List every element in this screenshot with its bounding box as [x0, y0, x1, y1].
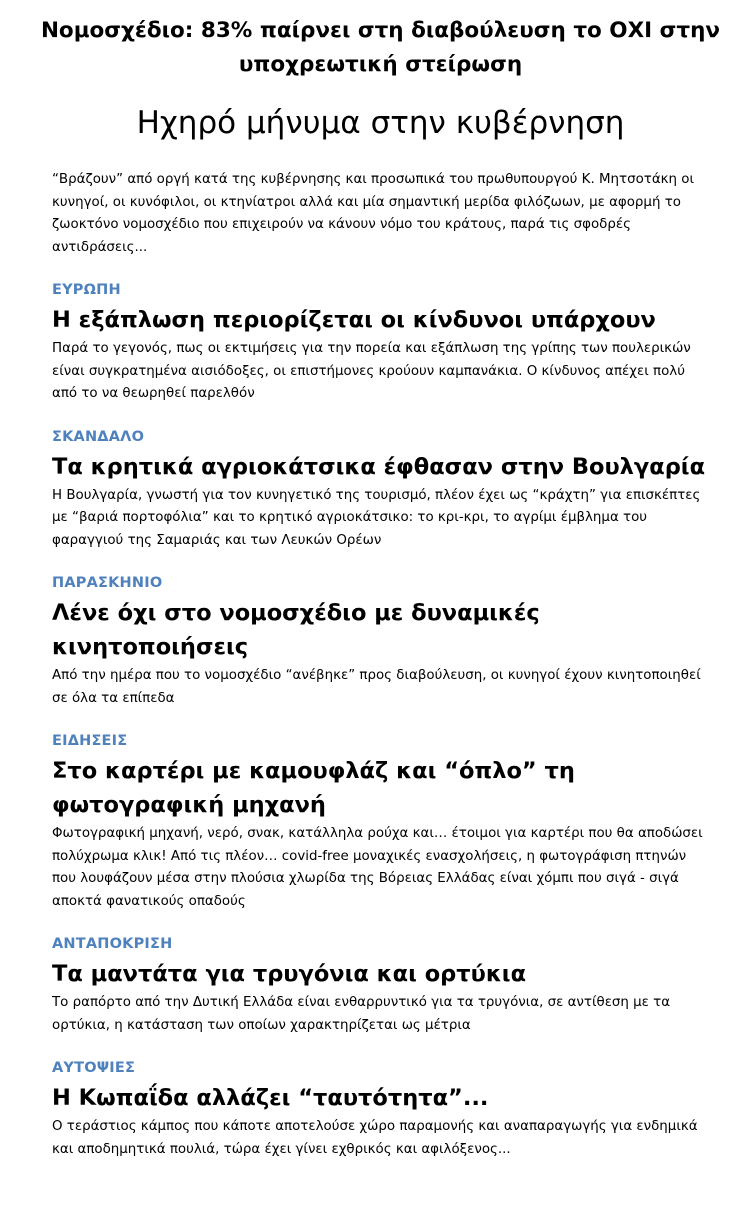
section-scandal: [52, 427, 709, 553]
document-page: [0, 14, 749, 1214]
section-headline: Η Κωπαΐδα αλλάζει “ταυτότητα”...: [52, 1085, 489, 1111]
section-category: ΣΚΑΝΔΑΛΟ: [52, 428, 145, 445]
section-europe: [52, 280, 709, 406]
section-backstage: [52, 573, 709, 710]
section-headline: Τα μαντάτα για τρυγόνια και ορτύκια: [52, 961, 527, 987]
section-summary: Το ραπόρτο από την Δυτική Ελλάδα είναι ενθαρρυντικό για τα τρυγόνια, σε αντίθεση με τα ορτύκια, η κατάσταση των οποίων χαρακτηρίζεται ως μέτρια: [52, 995, 671, 1033]
section-inspections: [52, 1058, 709, 1161]
intro-paragraph: “Βράζουν” από οργή κατά της κυβέρνησης και προσωπικά του πρωθυπουργού Κ. Μητσοτάκη οι κυνηγοί, οι κυνόφιλοι, οι κτηνίατροι αλλά και μία σημαντική μερίδα φιλόζωων, με αφορμή το ζωοκτόνο νομοσχέδιο που επιχειρούν να κάνουν νόμο του κράτους, παρά τις σφοδρές αντιδράσεις...: [52, 172, 695, 255]
section-summary: Από την ημέρα που το νομοσχέδιο “ανέβηκε” προς διαβούλευση, οι κυνηγοί έχουν κινητοποιηθεί σε όλα τα επίπεδα: [52, 668, 701, 706]
section-news: [52, 731, 709, 913]
section-headline: Στο καρτέρι με καμουφλάζ και “όπλο” τη φωτογραφική μηχανή: [52, 758, 575, 818]
section-category: ΕΙΔΗΣΕΙΣ: [52, 733, 128, 749]
section-category: ΕΥΡΩΠΗ: [52, 282, 121, 298]
section-summary: Ο τεράστιος κάμπος που κάποτε αποτελούσε χώρο παραμονής και αναπαραγωγής για ενδημικά και αποδημητικά πουλιά, τώρα έχει γίνει εχθρικός και αφιλόξενος...: [52, 1119, 698, 1157]
section-category: ΠΑΡΑΣΚΗΝΙΟ: [52, 575, 163, 591]
main-title: Ηχηρό μήνυμα στην κυβέρνηση: [136, 105, 625, 141]
section-headline: Λένε όχι στο νομοσχέδιο με δυναμικές κινητοποιήσεις: [52, 600, 540, 660]
section-summary: Παρά το γεγονός, πως οι εκτιμήσεις για την πορεία και εξάπλωση της γρίπης των πουλερικών είναι συγκρατημένα αισιόδοξες, οι επιστήμονες κρούουν καμπανάκια. Ο κίνδυνος απέχει πολύ από το να θεωρηθεί παρελθόν: [52, 341, 691, 401]
top-title: Νομοσχέδιο: 83% παίρνει στη διαβούλευση το ΟΧΙ στην υποχρεωτική στείρωση: [40, 18, 721, 77]
section-category: ΑΝΤΑΠΟΚΡΙΣΗ: [52, 936, 173, 952]
section-headline: Η εξάπλωση περιορίζεται οι κίνδυνοι υπάρχουν: [52, 307, 656, 333]
section-summary: Η Βουλγαρία, γνωστή για τον κυνηγετικό της τουρισμό, πλέον έχει ως “κράχτη” για επισκέπτες με “βαριά πορτοφόλια” και το κρητικό αγριοκάτσικο: το κρι-κρι, το αγρίμι έμβλημα του φαραγγιού της Σαμαριάς και των Λευκών Ορέων: [52, 487, 701, 548]
section-report: [52, 934, 709, 1037]
section-category: ΑΥΤΟΨΙΕΣ: [52, 1060, 136, 1076]
section-summary: Φωτογραφική μηχανή, νερό, σνακ, κατάλληλα ρούχα και… έτοιμοι για καρτέρι που θα αποδώσει πολύχρωμα κλικ! Από τις πλέον… covid-free μοναχικές ενασχολήσεις, η φωτογράφιση πτηνών που λουφάζουν μέσα στην πλούσια χλωρίδα της Βόρειας Ελλάδας είναι χόμπι που σιγά - σιγά αποκτά φανατικούς οπαδούς: [52, 826, 703, 909]
section-headline: Τα κρητικά αγριοκάτσικα έφθασαν στην Βουλγαρία: [52, 453, 706, 480]
